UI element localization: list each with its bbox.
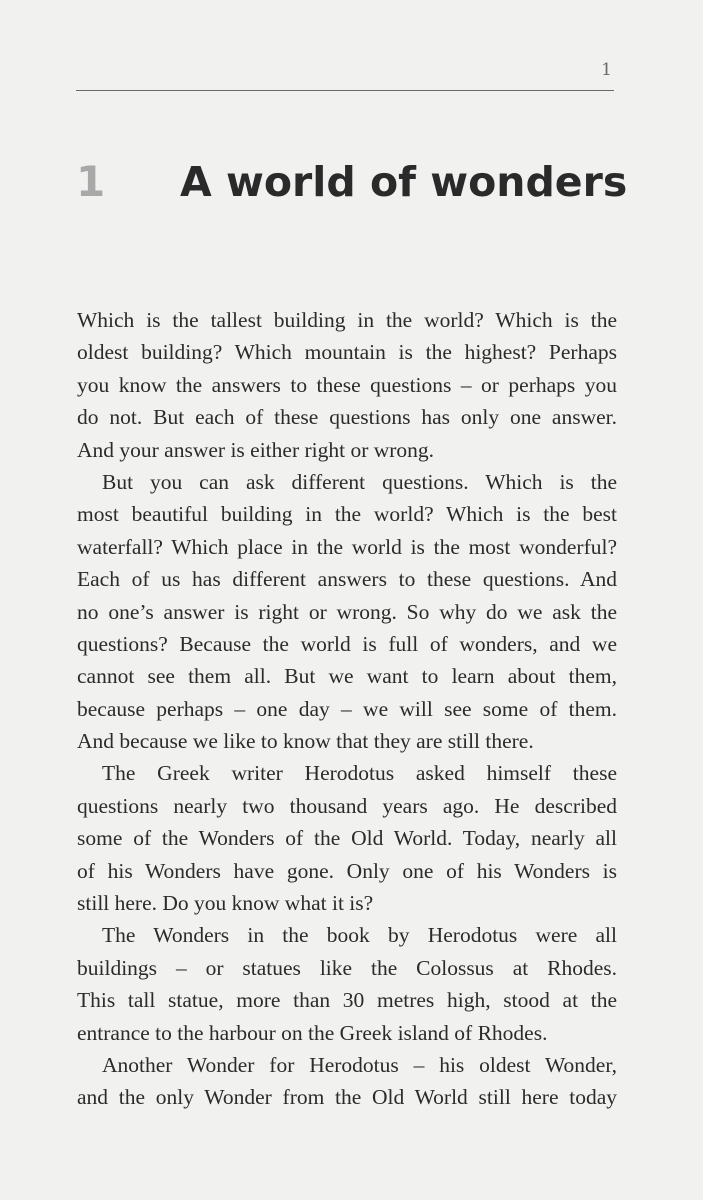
paragraph: [77, 1049, 617, 1114]
text-line: waterfall? Which place in the world is the most wonderful?: [77, 534, 617, 559]
text-line: This tall statue, more than 30 metres high, stood at the: [77, 988, 617, 1013]
page-number: 1: [601, 60, 612, 80]
text-line: oldest building? Which mountain is the highest? Perhaps: [77, 340, 617, 365]
chapter-heading: [76, 152, 636, 216]
text-line: do not. But each of these questions has only one answer.: [77, 405, 617, 430]
paragraph: [77, 304, 617, 466]
text-line: Each of us has different answers to these questions. And: [77, 567, 617, 592]
text-line: questions nearly two thousand years ago. He described: [77, 793, 617, 818]
paragraph: [77, 919, 617, 1049]
text-line: questions? Because the world is full of wonders, and we: [77, 631, 617, 656]
text-line: some of the Wonders of the Old World. Today, nearly all: [77, 826, 617, 851]
paragraph: [77, 466, 617, 758]
text-line: no one’s answer is right or wrong. So why do we ask the: [77, 599, 617, 624]
text-line: The Greek writer Herodotus asked himself these: [102, 761, 617, 786]
text-line: Which is the tallest building in the world? Which is the: [77, 308, 617, 332]
text-line: But you can ask different questions. Which is the: [102, 469, 617, 494]
body-text: [77, 304, 617, 1114]
text-line: And because we like to know that they are still there.: [77, 729, 534, 754]
text-line: most beautiful building in the world? Which is the best: [77, 502, 617, 527]
chapter-title: A world of wonders: [180, 158, 628, 206]
text-line: Another Wonder for Herodotus – his oldest Wonder,: [102, 1052, 617, 1077]
text-line: The Wonders in the book by Herodotus were all: [102, 923, 617, 948]
chapter-number: 1: [76, 157, 106, 206]
paragraph: [77, 757, 617, 919]
text-line: because perhaps – one day – we will see some of them.: [77, 696, 617, 721]
text-line: and the only Wonder from the Old World still here today: [77, 1085, 617, 1110]
text-line: cannot see them all. But we want to learn about them,: [77, 664, 617, 689]
running-head: [76, 58, 614, 91]
text-line: of his Wonders have gone. Only one of his Wonders is: [77, 858, 617, 883]
text-line: And your answer is either right or wrong.: [77, 437, 435, 462]
text-line: you know the answers to these questions – or perhaps you: [77, 372, 617, 397]
text-line: entrance to the harbour on the Greek island of Rhodes.: [77, 1020, 548, 1045]
text-line: still here. Do you know what it is?: [77, 891, 374, 916]
text-line: buildings – or statues like the Colossus at Rhodes.: [77, 955, 617, 980]
